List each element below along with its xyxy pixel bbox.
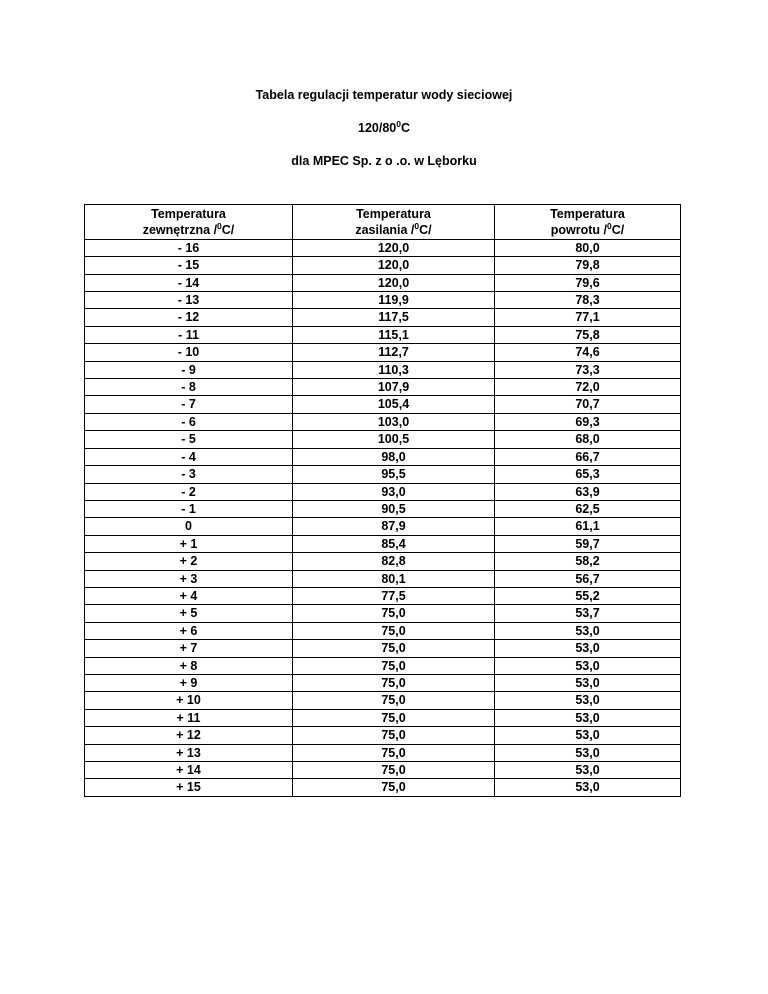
return-temp-cell: 80,0 bbox=[495, 239, 681, 256]
outdoor-temp-cell: - 2 bbox=[85, 483, 293, 500]
return-temp-cell: 53,0 bbox=[495, 657, 681, 674]
header-outdoor-temperature bbox=[85, 205, 293, 240]
supply-temp-cell: 93,0 bbox=[293, 483, 495, 500]
table-row bbox=[85, 239, 681, 256]
outdoor-temp-cell: - 5 bbox=[85, 431, 293, 448]
return-temp-cell: 61,1 bbox=[495, 518, 681, 535]
table-row bbox=[85, 274, 681, 291]
outdoor-temp-cell: - 9 bbox=[85, 361, 293, 378]
header-line1: Temperatura bbox=[151, 207, 226, 221]
supply-temp-cell: 85,4 bbox=[293, 535, 495, 552]
table-row bbox=[85, 431, 681, 448]
supply-temp-cell: 103,0 bbox=[293, 413, 495, 430]
return-temp-cell: 74,6 bbox=[495, 344, 681, 361]
table-row bbox=[85, 413, 681, 430]
supply-temp-cell: 75,0 bbox=[293, 622, 495, 639]
table-row bbox=[85, 640, 681, 657]
return-temp-cell: 58,2 bbox=[495, 553, 681, 570]
header-line2: powrotu / bbox=[550, 223, 607, 238]
header-line1: Temperatura bbox=[550, 207, 625, 221]
return-temp-cell: 62,5 bbox=[495, 500, 681, 517]
return-temp-cell: 55,2 bbox=[495, 587, 681, 604]
outdoor-temp-cell: - 3 bbox=[85, 466, 293, 483]
outdoor-temp-cell: + 5 bbox=[85, 605, 293, 622]
table-row bbox=[85, 466, 681, 483]
outdoor-temp-cell: - 12 bbox=[85, 309, 293, 326]
return-temp-cell: 69,3 bbox=[495, 413, 681, 430]
supply-temp-cell: 98,0 bbox=[293, 448, 495, 465]
degree-superscript: 0 bbox=[217, 221, 222, 232]
outdoor-temp-cell: 0 bbox=[85, 518, 293, 535]
table-row bbox=[85, 622, 681, 639]
supply-temp-cell: 115,1 bbox=[293, 326, 495, 343]
return-temp-cell: 79,6 bbox=[495, 274, 681, 291]
supply-temp-cell: 119,9 bbox=[293, 292, 495, 309]
supply-temp-cell: 120,0 bbox=[293, 239, 495, 256]
return-temp-cell: 53,0 bbox=[495, 709, 681, 726]
outdoor-temp-cell: - 14 bbox=[85, 274, 293, 291]
table-row bbox=[85, 518, 681, 535]
supply-temp-cell: 75,0 bbox=[293, 692, 495, 709]
outdoor-temp-cell: - 10 bbox=[85, 344, 293, 361]
header-line2: zasilania / bbox=[355, 223, 415, 238]
outdoor-temp-cell: + 4 bbox=[85, 587, 293, 604]
header-unit: C/ bbox=[221, 223, 235, 238]
table-body bbox=[85, 239, 681, 796]
supply-temp-cell: 75,0 bbox=[293, 674, 495, 691]
header-line1: Temperatura bbox=[356, 207, 431, 221]
table-row bbox=[85, 744, 681, 761]
outdoor-temp-cell: - 4 bbox=[85, 448, 293, 465]
supply-temp-cell: 75,0 bbox=[293, 605, 495, 622]
table-row bbox=[85, 326, 681, 343]
outdoor-temp-cell: - 1 bbox=[85, 500, 293, 517]
table-row bbox=[85, 727, 681, 744]
supply-temp-cell: 120,0 bbox=[293, 274, 495, 291]
return-temp-cell: 65,3 bbox=[495, 466, 681, 483]
return-temp-cell: 56,7 bbox=[495, 570, 681, 587]
return-temp-cell: 63,9 bbox=[495, 483, 681, 500]
return-temp-cell: 73,3 bbox=[495, 361, 681, 378]
outdoor-temp-cell: + 2 bbox=[85, 553, 293, 570]
table-row bbox=[85, 344, 681, 361]
supply-temp-cell: 75,0 bbox=[293, 727, 495, 744]
return-temp-cell: 53,0 bbox=[495, 762, 681, 779]
return-temp-cell: 53,0 bbox=[495, 692, 681, 709]
outdoor-temp-cell: - 6 bbox=[85, 413, 293, 430]
supply-temp-cell: 82,8 bbox=[293, 553, 495, 570]
return-temp-cell: 53,0 bbox=[495, 674, 681, 691]
supply-temp-cell: 75,0 bbox=[293, 744, 495, 761]
table-row bbox=[85, 361, 681, 378]
supply-temp-cell: 105,4 bbox=[293, 396, 495, 413]
table-row bbox=[85, 257, 681, 274]
return-temp-cell: 78,3 bbox=[495, 292, 681, 309]
outdoor-temp-cell: - 13 bbox=[85, 292, 293, 309]
degree-superscript: 0 bbox=[607, 221, 612, 232]
table-row bbox=[85, 309, 681, 326]
outdoor-temp-cell: + 9 bbox=[85, 674, 293, 691]
outdoor-temp-cell: - 16 bbox=[85, 239, 293, 256]
supply-temp-cell: 77,5 bbox=[293, 587, 495, 604]
document-title: Tabela regulacji temperatur wody sieciowej bbox=[255, 88, 513, 102]
document-subtitle bbox=[0, 120, 768, 136]
organization-line: dla MPEC Sp. z o .o. w Lęborku bbox=[291, 154, 477, 168]
table-row bbox=[85, 500, 681, 517]
return-temp-cell: 53,0 bbox=[495, 779, 681, 796]
table-header-row bbox=[85, 205, 681, 240]
table-row bbox=[85, 448, 681, 465]
supply-temp-cell: 110,3 bbox=[293, 361, 495, 378]
outdoor-temp-cell: + 12 bbox=[85, 727, 293, 744]
outdoor-temp-cell: + 11 bbox=[85, 709, 293, 726]
table-row bbox=[85, 379, 681, 396]
return-temp-cell: 53,7 bbox=[495, 605, 681, 622]
table-row bbox=[85, 483, 681, 500]
supply-temp-cell: 75,0 bbox=[293, 762, 495, 779]
degree-superscript: 0 bbox=[396, 119, 401, 129]
table-row bbox=[85, 709, 681, 726]
return-temp-cell: 53,0 bbox=[495, 622, 681, 639]
subtitle-value: 120/80 bbox=[358, 121, 397, 135]
return-temp-cell: 79,8 bbox=[495, 257, 681, 274]
table-row bbox=[85, 779, 681, 796]
return-temp-cell: 68,0 bbox=[495, 431, 681, 448]
supply-temp-cell: 120,0 bbox=[293, 257, 495, 274]
outdoor-temp-cell: - 11 bbox=[85, 326, 293, 343]
return-temp-cell: 66,7 bbox=[495, 448, 681, 465]
return-temp-cell: 70,7 bbox=[495, 396, 681, 413]
return-temp-cell: 72,0 bbox=[495, 379, 681, 396]
supply-temp-cell: 100,5 bbox=[293, 431, 495, 448]
table-row bbox=[85, 657, 681, 674]
outdoor-temp-cell: - 7 bbox=[85, 396, 293, 413]
return-temp-cell: 77,1 bbox=[495, 309, 681, 326]
supply-temp-cell: 87,9 bbox=[293, 518, 495, 535]
supply-temp-cell: 80,1 bbox=[293, 570, 495, 587]
subtitle-unit: C bbox=[400, 121, 410, 135]
return-temp-cell: 53,0 bbox=[495, 727, 681, 744]
header-supply-temperature bbox=[293, 205, 495, 240]
supply-temp-cell: 75,0 bbox=[293, 709, 495, 726]
header-unit: C/ bbox=[611, 223, 625, 238]
outdoor-temp-cell: - 15 bbox=[85, 257, 293, 274]
outdoor-temp-cell: + 3 bbox=[85, 570, 293, 587]
header-return-temperature bbox=[495, 205, 681, 240]
supply-temp-cell: 90,5 bbox=[293, 500, 495, 517]
table-row bbox=[85, 292, 681, 309]
return-temp-cell: 59,7 bbox=[495, 535, 681, 552]
supply-temp-cell: 75,0 bbox=[293, 779, 495, 796]
table-row bbox=[85, 762, 681, 779]
outdoor-temp-cell: + 1 bbox=[85, 535, 293, 552]
supply-temp-cell: 75,0 bbox=[293, 657, 495, 674]
outdoor-temp-cell: + 14 bbox=[85, 762, 293, 779]
table-row bbox=[85, 605, 681, 622]
outdoor-temp-cell: + 6 bbox=[85, 622, 293, 639]
table-row bbox=[85, 674, 681, 691]
return-temp-cell: 53,0 bbox=[495, 744, 681, 761]
outdoor-temp-cell: + 7 bbox=[85, 640, 293, 657]
outdoor-temp-cell: + 13 bbox=[85, 744, 293, 761]
outdoor-temp-cell: - 8 bbox=[85, 379, 293, 396]
table-row bbox=[85, 692, 681, 709]
table-row bbox=[85, 587, 681, 604]
supply-temp-cell: 95,5 bbox=[293, 466, 495, 483]
outdoor-temp-cell: + 15 bbox=[85, 779, 293, 796]
header-line2: zewnętrzna / bbox=[142, 223, 218, 238]
supply-temp-cell: 75,0 bbox=[293, 640, 495, 657]
temperature-table bbox=[84, 204, 681, 797]
supply-temp-cell: 107,9 bbox=[293, 379, 495, 396]
table-row bbox=[85, 553, 681, 570]
supply-temp-cell: 112,7 bbox=[293, 344, 495, 361]
return-temp-cell: 75,8 bbox=[495, 326, 681, 343]
table-row bbox=[85, 570, 681, 587]
supply-temp-cell: 117,5 bbox=[293, 309, 495, 326]
table-row bbox=[85, 535, 681, 552]
table-row bbox=[85, 396, 681, 413]
return-temp-cell: 53,0 bbox=[495, 640, 681, 657]
outdoor-temp-cell: + 8 bbox=[85, 657, 293, 674]
degree-superscript: 0 bbox=[414, 221, 420, 232]
outdoor-temp-cell: + 10 bbox=[85, 692, 293, 709]
header-unit: C/ bbox=[419, 223, 432, 238]
